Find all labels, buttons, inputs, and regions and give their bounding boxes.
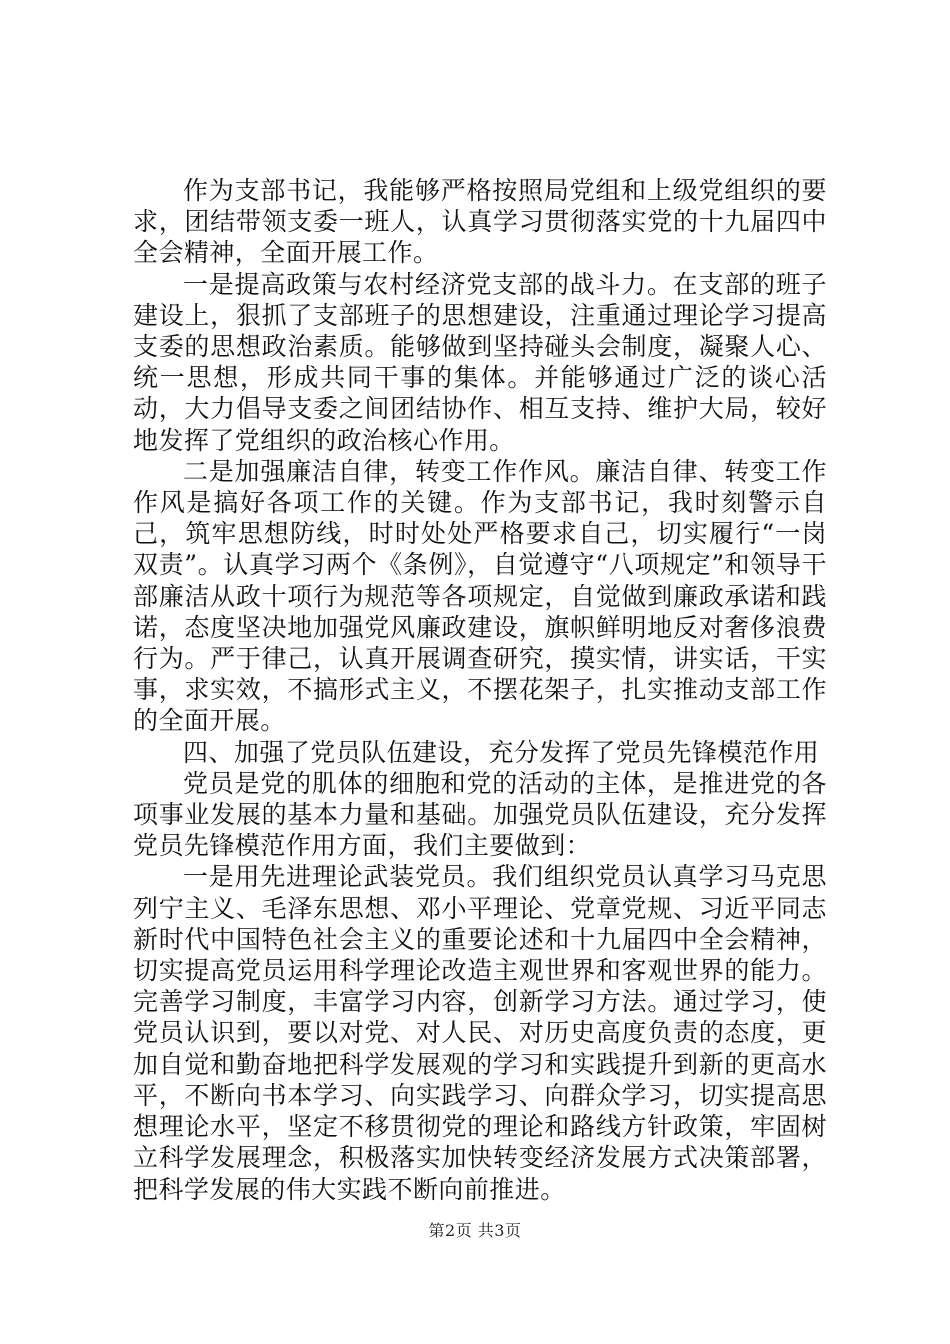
- paragraph-members: 党员是党的肌体的细胞和党的活动的主体，是推进党的各项事业发展的基本力量和基础。加强党员队伍建设，充分发挥党员先锋模范作用方面，我们主要做到：: [133, 768, 827, 861]
- section-heading-four: 四、加强了党员队伍建设，充分发挥了党员先锋模范作用: [183, 737, 820, 767]
- paragraph-theory: 一是用先进理论武装党员。我们组织党员认真学习马克思列宁主义、毛泽东思想、邓小平理论、党章党规、习近平同志新时代中国特色社会主义的重要论述和十九届四中全会精神，切实提高党员运用科学理论改造主观世界和客观世界的能力。完善学习制度，丰富学习内容，创新学习方法。通过学习，使党员认识到，要以对党、对人民、对历史高度负责的态度，更加自觉和勤奋地把科学发展观的学习和实践提升到新的更高水平，不断向书本学习、向实践学习、向群众学习，切实提高思想理论水平，坚定不移贯彻党的理论和路线方针政策，牢固树立科学发展理念，积极落实加快转变经济发展方式决策部署，把科学发展的伟大实践不断向前推进。: [133, 862, 827, 1204]
- paragraph-intro: 作为支部书记，我能够严格按照局党组和上级党组织的要求，团结带领支委一班人，认真学习贯彻落实党的十九届四中全会精神，全面开展工作。: [133, 176, 827, 268]
- page-number-footer: 第2页 共3页: [428, 1221, 522, 1240]
- document-body: [133, 175, 827, 1205]
- paragraph-integrity: 二是加强廉洁自律，转变工作作风。廉洁自律、转变工作作风是搞好各项工作的关键。作为支部书记，我时刻警示自己，筑牢思想防线，时时处处严格要求自己，切实履行“一岗双责”。认真学习两个《条例》，自觉遵守“八项规定”和领导干部廉洁从政十项行为规范等各项规定，自觉做到廉政承诺和践诺，态度坚决地加强党风廉政建设，旗帜鲜明地反对奢侈浪费行为。严于律己，认真开展调查研究，摸实情，讲实话，干实事，求实效，不搞形式主义，不摆花架子，扎实推动支部工作的全面开展。: [133, 456, 827, 736]
- paragraph-branch-combat: 一是提高政策与农村经济党支部的战斗力。在支部的班子建设上，狠抓了支部班子的思想建设，注重通过理论学习提高支委的思想政治素质。能够做到坚持碰头会制度，凝聚人心、统一思想，形成共同干事的集体。并能够通过广泛的谈心活动，大力倡导支委之间团结协作、相互支持、维护大局，较好地发挥了党组织的政治核心作用。: [133, 269, 827, 455]
